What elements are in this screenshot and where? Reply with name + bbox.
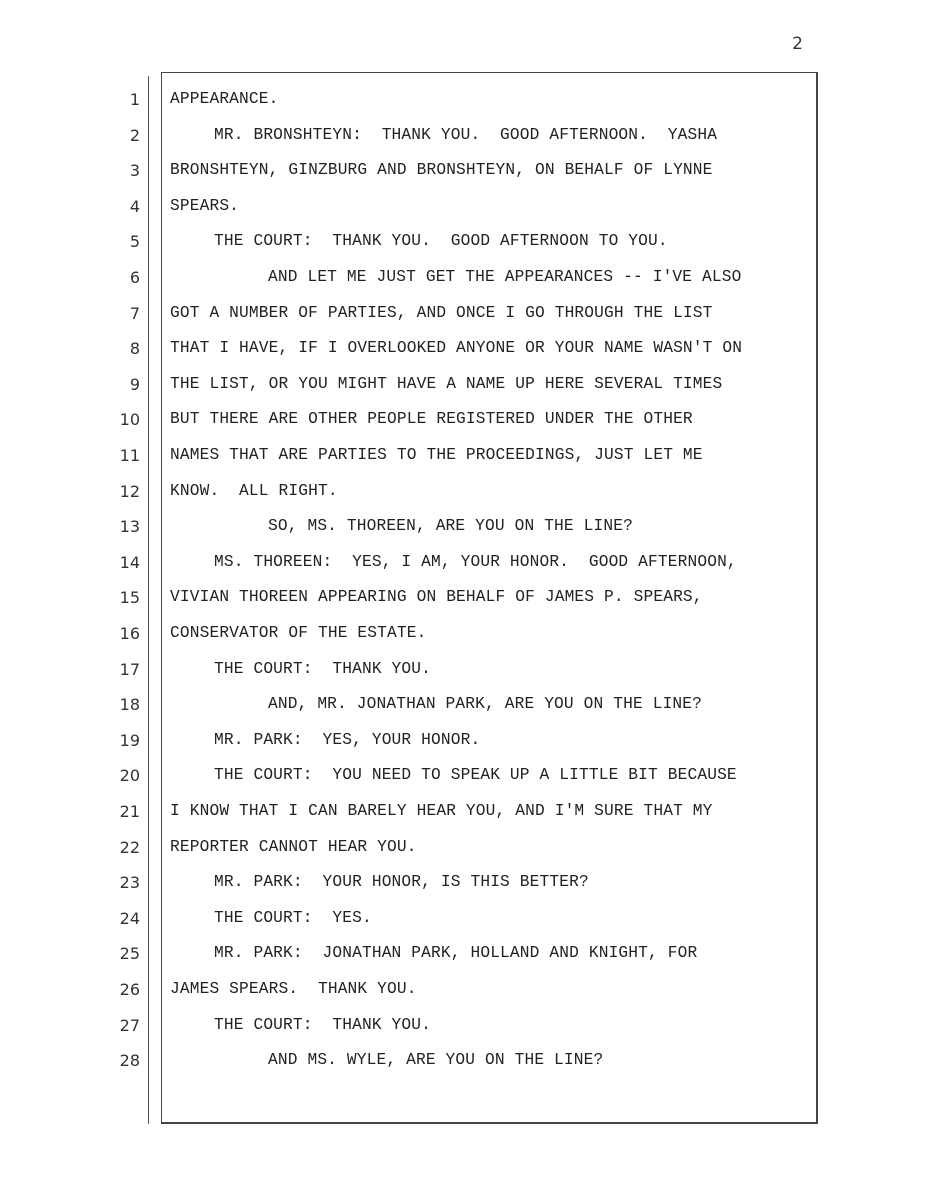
line-number: 5 — [129, 232, 140, 252]
line-text: THE COURT: YOU NEED TO SPEAK UP A LITTLE BIT BECAUSE — [214, 766, 737, 785]
line-text: THE COURT: THANK YOU. GOOD AFTERNOON TO YOU. — [214, 232, 668, 251]
page-number: 2 — [792, 34, 803, 54]
line-text: MR. PARK: YES, YOUR HONOR. — [214, 730, 481, 749]
transcript-line — [0, 82, 927, 118]
transcript-line — [0, 972, 927, 1008]
line-number: 8 — [129, 339, 140, 359]
transcript-line — [0, 830, 927, 866]
line-text: THE COURT: THANK YOU. — [214, 659, 432, 678]
line-number: 16 — [119, 624, 140, 643]
line-text: AND, MR. JONATHAN PARK, ARE YOU ON THE LINE? — [268, 695, 703, 714]
line-text: JAMES SPEARS. THANK YOU. — [170, 980, 417, 998]
line-number: 28 — [119, 1051, 140, 1071]
line-text: THE COURT: YES. — [214, 908, 372, 927]
line-number: 20 — [119, 766, 140, 786]
line-text: THE COURT: THANK YOU. — [214, 1015, 432, 1034]
line-number: 10 — [119, 410, 140, 430]
line-text: SPEARS. — [170, 196, 240, 215]
line-number: 15 — [119, 588, 140, 608]
transcript-line — [0, 687, 927, 723]
line-number: 26 — [119, 980, 140, 999]
transcript-line — [0, 758, 927, 794]
line-number: 12 — [119, 481, 140, 501]
line-text: MR. PARK: JONATHAN PARK, HOLLAND AND KNIGHT, FOR — [214, 944, 698, 963]
line-text: AND LET ME JUST GET THE APPEARANCES -- I'VE ALSO — [268, 268, 742, 286]
line-number: 7 — [129, 303, 140, 323]
transcript-line — [0, 296, 927, 332]
line-text: CONSERVATOR OF THE ESTATE. — [170, 624, 427, 642]
line-text: BRONSHTEYN, GINZBURG AND BRONSHTEYN, ON BEHALF OF LYNNE — [170, 161, 713, 180]
transcript-line — [0, 936, 927, 972]
transcript-line — [0, 1043, 927, 1079]
line-text: MS. THOREEN: YES, I AM, YOUR HONOR. GOOD AFTERNOON, — [214, 552, 737, 571]
line-number: 9 — [129, 374, 140, 394]
line-number: 24 — [119, 908, 140, 928]
line-text: I KNOW THAT I CAN BARELY HEAR YOU, AND I'M SURE THAT MY — [170, 802, 713, 820]
line-number: 14 — [119, 552, 140, 572]
transcript-line — [0, 652, 927, 688]
line-number: 13 — [119, 517, 140, 537]
line-text: REPORTER CANNOT HEAR YOU. — [170, 837, 417, 856]
transcript-line — [0, 331, 927, 367]
line-number: 4 — [129, 196, 140, 216]
transcript-line — [0, 118, 927, 154]
transcript-line — [0, 224, 927, 260]
line-number: 18 — [119, 695, 140, 715]
line-number: 11 — [119, 446, 140, 465]
transcript-line — [0, 794, 927, 830]
transcript-line — [0, 402, 927, 438]
transcript-line — [0, 474, 927, 510]
line-number: 1 — [129, 90, 140, 109]
line-number: 21 — [119, 802, 140, 821]
transcript-line — [0, 367, 927, 403]
line-text: MR. BRONSHTEYN: THANK YOU. GOOD AFTERNOON. YASHA — [214, 125, 718, 144]
line-text: THAT I HAVE, IF I OVERLOOKED ANYONE OR YOUR NAME WASN'T ON — [170, 339, 743, 358]
line-text: APPEARANCE. — [170, 90, 279, 108]
line-text: KNOW. ALL RIGHT. — [170, 481, 338, 500]
line-text: BUT THERE ARE OTHER PEOPLE REGISTERED UNDER THE OTHER — [170, 410, 693, 429]
transcript-line — [0, 580, 927, 616]
line-number: 2 — [129, 125, 140, 145]
line-text: AND MS. WYLE, ARE YOU ON THE LINE? — [268, 1051, 604, 1070]
line-text: GOT A NUMBER OF PARTIES, AND ONCE I GO THROUGH THE LIST — [170, 303, 713, 322]
line-number: 27 — [119, 1015, 140, 1035]
line-number: 19 — [119, 730, 140, 750]
line-number: 25 — [119, 944, 140, 964]
transcript-line — [0, 616, 927, 652]
transcript-line — [0, 438, 927, 474]
line-number: 6 — [129, 268, 140, 287]
line-text: MR. PARK: YOUR HONOR, IS THIS BETTER? — [214, 873, 589, 892]
line-text: NAMES THAT ARE PARTIES TO THE PROCEEDINGS, JUST LET ME — [170, 446, 703, 464]
line-text: SO, MS. THOREEN, ARE YOU ON THE LINE? — [268, 517, 633, 536]
line-number: 22 — [119, 837, 140, 857]
transcript-line — [0, 1008, 927, 1044]
line-text: THE LIST, OR YOU MIGHT HAVE A NAME UP HERE SEVERAL TIMES — [170, 374, 723, 393]
transcript-line — [0, 153, 927, 189]
line-number: 23 — [119, 873, 140, 893]
transcript-line — [0, 865, 927, 901]
transcript-line — [0, 545, 927, 581]
line-number: 3 — [129, 161, 140, 181]
line-text: VIVIAN THOREEN APPEARING ON BEHALF OF JAMES P. SPEARS, — [170, 588, 703, 607]
transcript-line — [0, 901, 927, 937]
transcript-line — [0, 260, 927, 296]
transcript-line — [0, 509, 927, 545]
line-number: 17 — [119, 659, 140, 679]
transcript-line — [0, 723, 927, 759]
transcript-line — [0, 189, 927, 225]
